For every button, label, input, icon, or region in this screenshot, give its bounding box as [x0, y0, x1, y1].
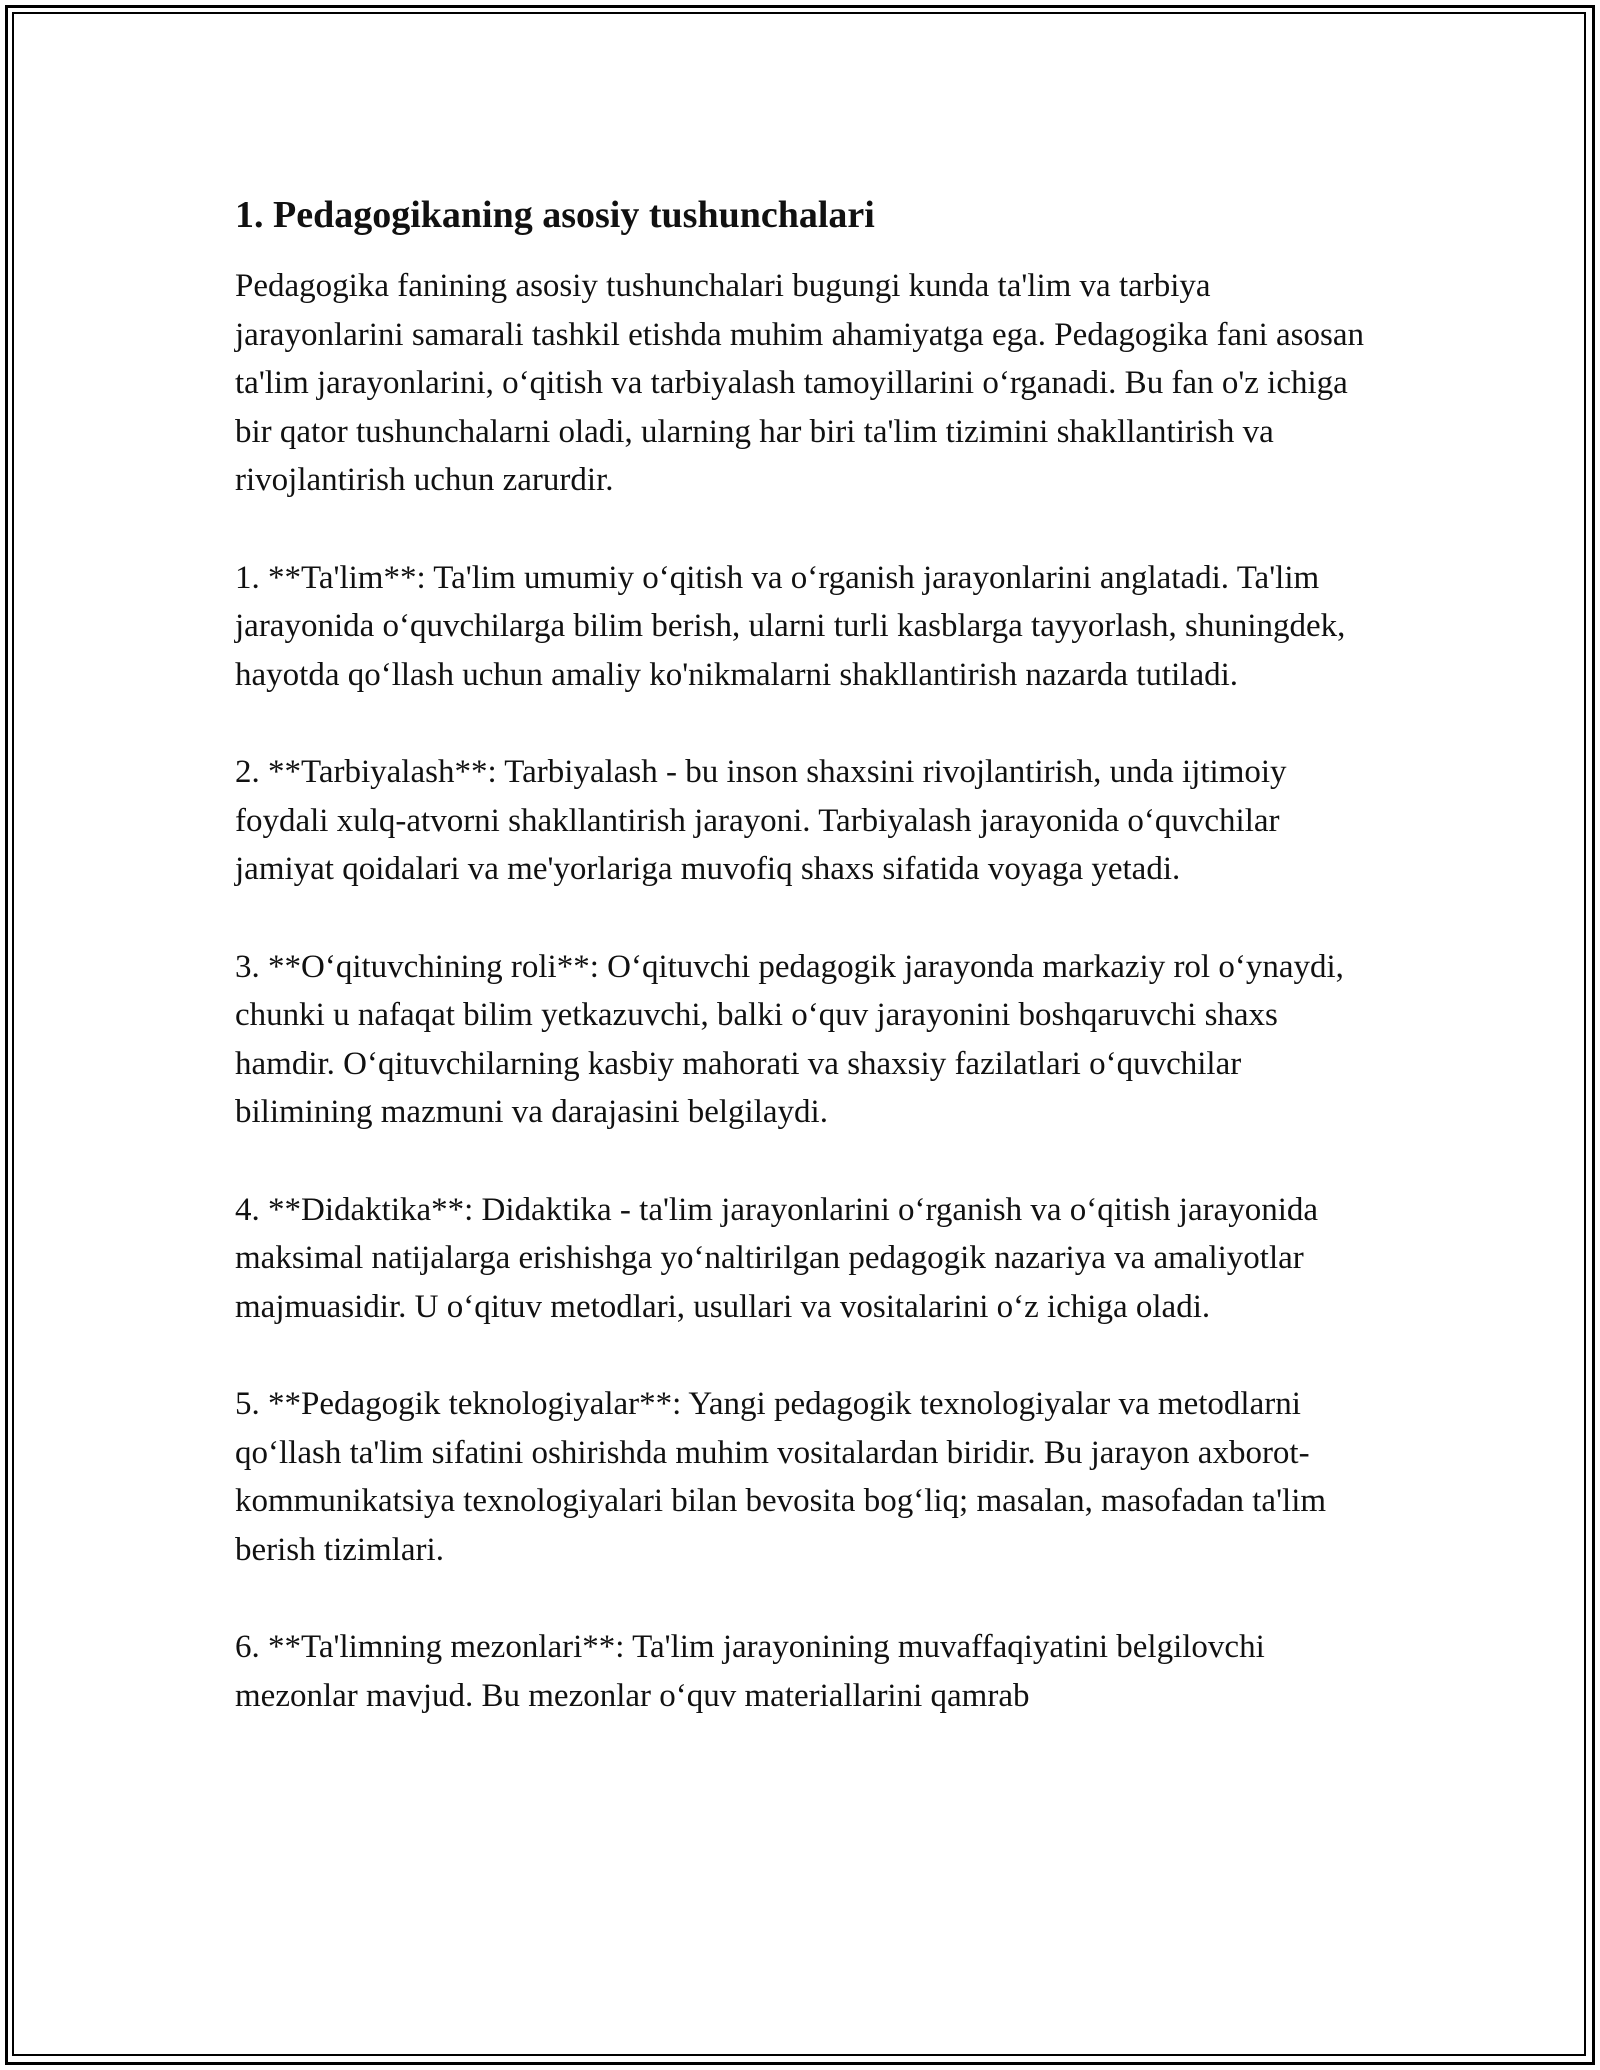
- list-item-talim: 1. **Ta'lim**: Ta'lim umumiy o‘qitish va o‘rganish jarayonlarini anglatadi. Ta'lim jarayonida o‘quvchilarga bilim berish, ularni turli kasblarga tayyorlash, shuningdek, hayotda qo‘llash uchun amaliy ko'nikmalarni shakllantirish nazarda tutiladi.: [235, 559, 1346, 693]
- list-item-tarbiyalash: 2. **Tarbiyalash**: Tarbiyalash - bu inson shaxsini rivojlantirish, unda ijtimoiy foydali xulq-atvorni shakllantirish jarayoni. Tarbiyalash jarayonida o‘quvchilar jamiyat qoidalari va me'yorlariga muvofiq shaxs sifatida voyaga yetadi.: [235, 754, 1287, 887]
- section-heading: 1. Pedagogikaning asosiy tushunchalari: [235, 194, 875, 236]
- intro-paragraph: Pedagogika fanining asosiy tushunchalari bugungi kunda ta'lim va tarbiya jarayonlarini samarali tashkil etishda muhim ahamiyatga ega. Pedagogika fani asosan ta'lim jarayonlarini, o‘qitish va tarbiyalash tamoyillarini o‘rganadi. Bu fan o'z ichiga bir qator tushunchalarni oladi, ularning har biri ta'lim tizimini shakllantirish va rivojlantirish uchun zarurdir.: [235, 268, 1364, 498]
- document-body: [235, 180, 1375, 1769]
- list-item-didaktika: 4. **Didaktika**: Didaktika - ta'lim jarayonlarini o‘rganish va o‘qitish jarayonida maksimal natijalarga erishishga yo‘naltirilgan pedagogik nazariya va amaliyotlar majmuasidir. U o‘qituv metodlari, usullari va vositalarini o‘z ichiga oladi.: [235, 1191, 1319, 1325]
- list-item-oqituvchi-roli: 3. **O‘qituvchining roli**: O‘qituvchi pedagogik jarayonda markaziy rol o‘ynaydi, chunki u nafaqat bilim yetkazuvchi, balki o‘quv jarayonini boshqaruvchi shaxs hamdir. O‘qituvchilarning kasbiy mahorati va shaxsiy fazilatlari o‘quvchilar bilimining mazmuni va darajasini belgilaydi.: [235, 948, 1344, 1130]
- list-item-pedagogik-teknologiyalar: 5. **Pedagogik teknologiyalar**: Yangi pedagogik texnologiyalar va metodlarni qo‘llash ta'lim sifatini oshirishda muhim vositalardan biridir. Bu jarayon axborot-kommunikatsiya texnologiyalari bilan bevosita bog‘liq; masalan, masofadan ta'lim berish tizimlari.: [235, 1386, 1327, 1568]
- list-item-talim-mezonlari: 6. **Ta'limning mezonlari**: Ta'lim jarayonining muvaffaqiyatini belgilovchi mezonlar mavjud. Bu mezonlar o‘quv materiallarini qamrab: [235, 1629, 1265, 1714]
